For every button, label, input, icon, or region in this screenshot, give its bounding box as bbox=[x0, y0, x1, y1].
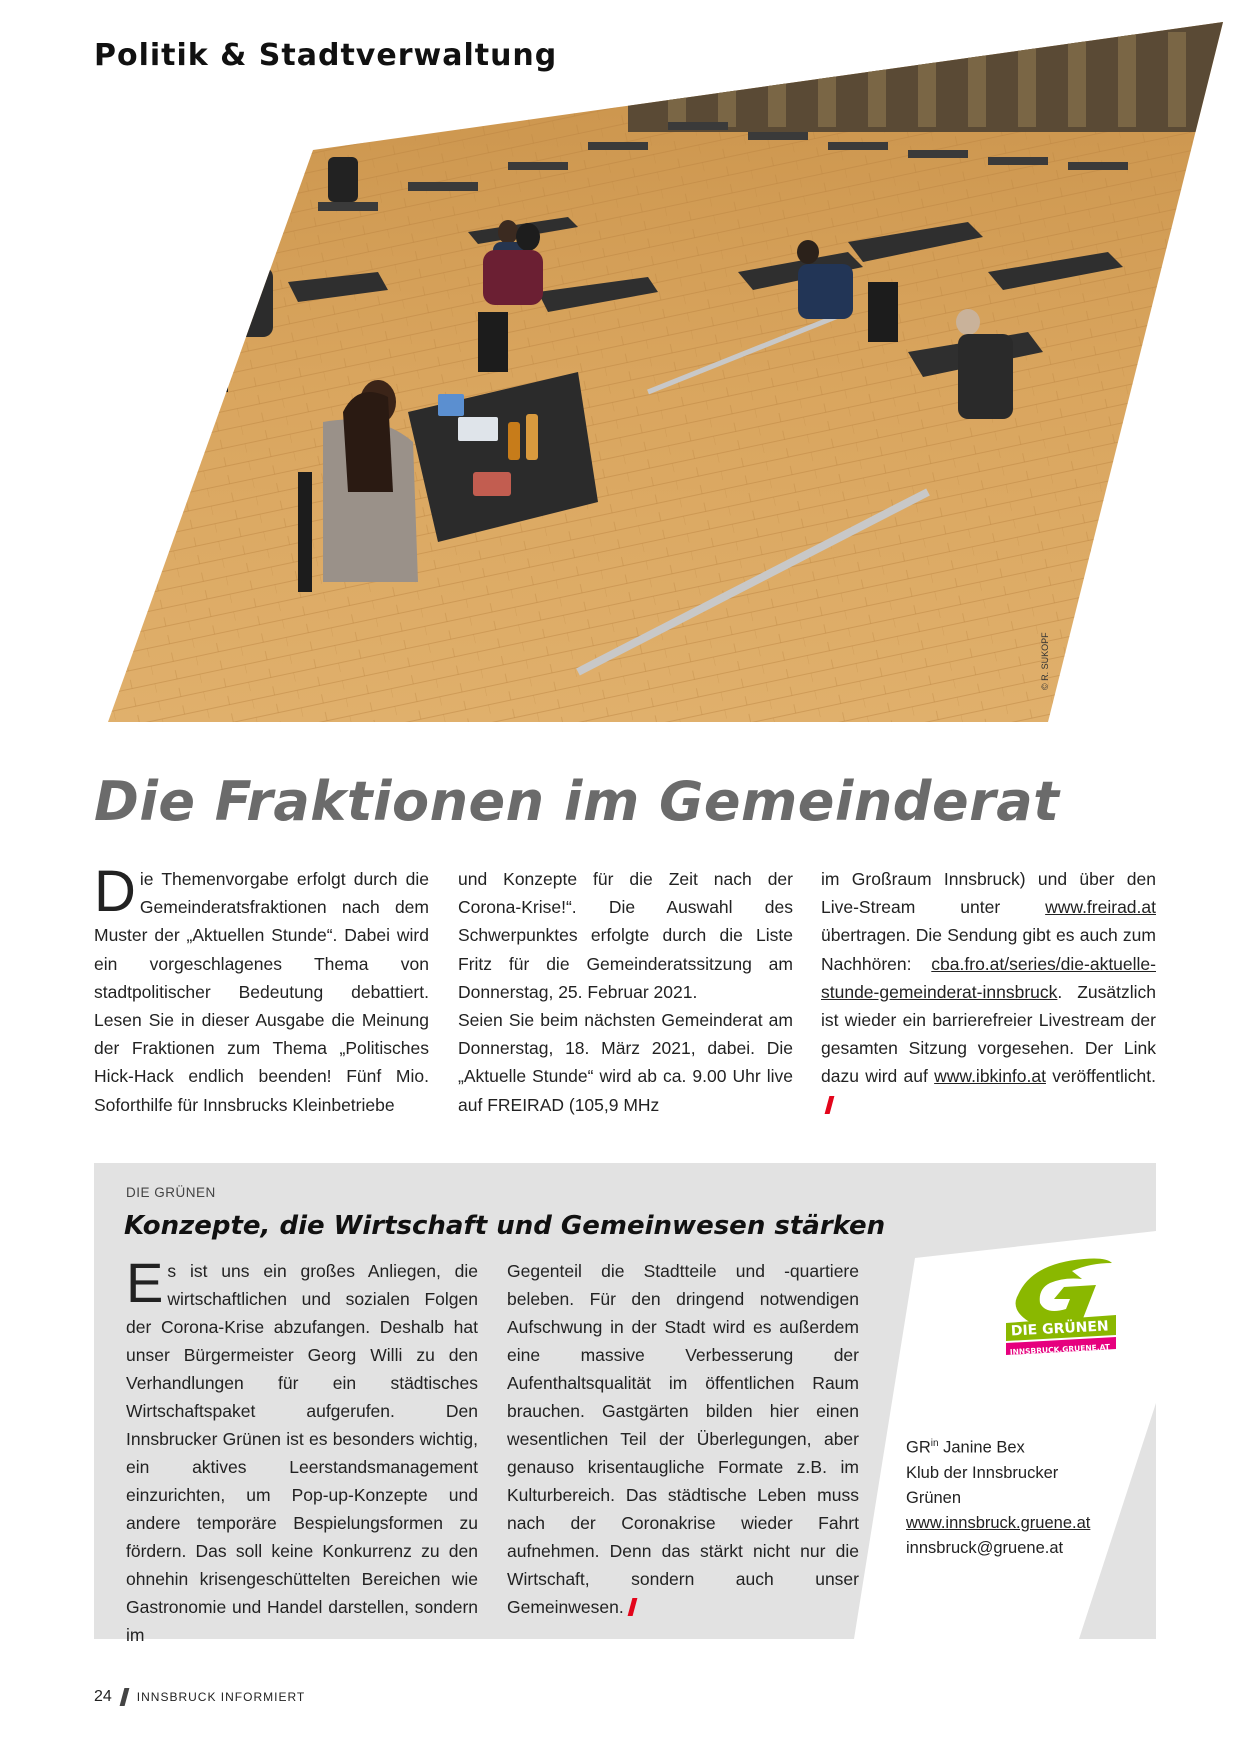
col3-text-1: im Großraum Innsbruck) und über den Live-Stream unter bbox=[821, 869, 1156, 918]
box-column-1 bbox=[126, 1251, 478, 1649]
box-title: Konzepte, die Wirtschaft und Gemeinwesen stärken bbox=[124, 1211, 886, 1241]
logo-url: INNSBRUCK.GRUENE.AT bbox=[1009, 1342, 1111, 1357]
contact-email: innsbruck@gruene.at bbox=[906, 1538, 1064, 1557]
contact-org-line2: Grünen bbox=[906, 1488, 962, 1507]
end-mark-icon bbox=[825, 1096, 835, 1114]
contact-website-link[interactable]: www.innsbruck.gruene.at bbox=[906, 1513, 1091, 1532]
footer-slash-icon bbox=[119, 1688, 129, 1706]
freirad-link[interactable]: www.freirad.at bbox=[1045, 897, 1156, 918]
page-footer bbox=[94, 1688, 305, 1706]
col3-text-3: . Zusätzlich ist wieder ein barrierefreier Livestream der gesamten Sitzung vorgesehen. Der Link dazu wird auf bbox=[821, 981, 1156, 1087]
article-col2-p1: und Konzepte für die Zeit nach der Corona-Krise!“. Die Auswahl des Schwerpunktes erfolgte durch die Liste Fritz für die Gemeinderatssitzung am Donnerstag, 25. Februar 2021. bbox=[458, 869, 793, 1002]
box-col1-text: s ist uns ein großes Anliegen, die wirtschaftlichen und sozialen Folgen der Corona-Krise abzufangen. Deshalb hat unser Bürgermeister Georg Willi zu den Verhandlungen für ein städtisches Wirtschaftspaket aufgerufen. Den Innsbrucker Grünen ist es besonders wichtig, ein aktives Leerstandsmanagement einzurichten, um Pop-up-Konzepte und andere temporäre Bespielungsformen zu fördern. Das soll keine Konkurrenz zu den ohnehin krisengeschüttelten Bereichen wie Gastronomie und Handel darstellen, sondern im bbox=[126, 1261, 478, 1645]
contact-person: $GR^{in}$ Janine Bex bbox=[906, 1438, 1025, 1457]
col3-text-2: übertragen. Die Sendung gibt es auch zum Nachhören: bbox=[821, 925, 1156, 974]
photo-credit: © R. SUKOPF bbox=[1040, 632, 1050, 690]
contact-org-line1: Klub der Innsbrucker bbox=[906, 1463, 1059, 1482]
box-col2-text: Gegenteil die Stadtteile und -quartiere beleben. Für den dringend notwendigen Aufschwung in der Stadt wird es außerdem eine massive Verbesserung der Aufenthaltsqualität im öffentlichen Raum brauchen. Gastgärten bilden hier einen wesentlichen Teil der Überlegungen, aber genauso krisentaugliche Formate z.B. im Kulturbereich. Das städtische Leben muss nach der Coronakrise wieder Fahrt aufnehmen. Denn das stärkt nicht nur die Wirtschaft, sondern auch unser Gemeinwesen. bbox=[507, 1261, 859, 1617]
ibkinfo-link[interactable]: www.ibkinfo.at bbox=[934, 1066, 1046, 1087]
article-column-2 bbox=[458, 865, 793, 1119]
cba-link[interactable]: cba.fro.at/series/die-aktuelle-stunde-gemeinderat-innsbruck bbox=[821, 953, 1156, 1002]
council-meeting-photo bbox=[108, 22, 1233, 728]
article-col2-p2: Seien Sie beim nächsten Gemeinderat am Donnerstag, 18. März 2021, dabei. Die „Aktuelle Stunde“ wird ab ca. 9.00 Uhr live auf FREIRAD (105,9 MHz bbox=[458, 1010, 793, 1115]
page-number: 24 bbox=[94, 1688, 112, 1705]
dropcap: D bbox=[94, 859, 136, 924]
section-header: Politik & Stadtverwaltung bbox=[94, 38, 558, 73]
logo-name: DIE GRÜNEN bbox=[1010, 1318, 1110, 1340]
die-gruenen-logo bbox=[994, 1249, 1126, 1361]
col3-text-4: veröffentlicht. bbox=[1045, 1066, 1156, 1087]
dropcap: E bbox=[126, 1251, 164, 1314]
article-column-3 bbox=[821, 865, 1156, 1119]
box-column-2 bbox=[507, 1257, 859, 1621]
article-column-1 bbox=[94, 859, 429, 1119]
contact-block bbox=[906, 1431, 1090, 1561]
magazine-name: INNSBRUCK INFORMIERT bbox=[136, 1690, 306, 1704]
article-title: Die Fraktionen im Gemeinderat bbox=[94, 770, 1060, 833]
party-statement-box bbox=[94, 1163, 1156, 1645]
party-kicker: DIE GRÜNEN bbox=[126, 1185, 216, 1200]
end-mark-icon bbox=[627, 1598, 637, 1616]
article-col1-text: ie Themenvorgabe erfolgt durch die Gemeinderatsfraktionen nach dem Muster der „Aktuellen Stunde“. Dabei wird ein vorgeschlagenes Thema von stadtpolitischer Bedeutung debattiert. Lesen Sie in dieser Ausgabe die Meinung der Fraktionen zum Thema „Politisches Hick-Hack endlich beenden! Fünf Mio. Soforthilfe für Innsbrucks Kleinbetriebe bbox=[94, 869, 429, 1115]
